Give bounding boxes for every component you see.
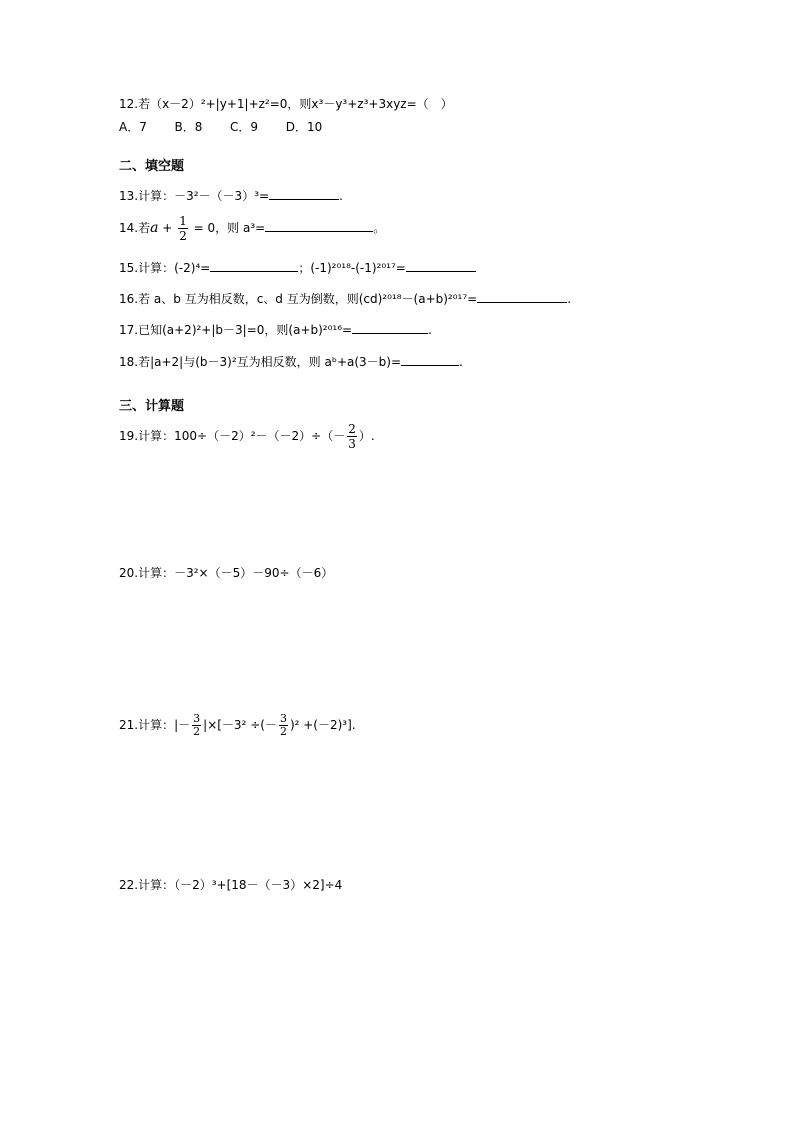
fraction-one-half: $\frac{1}{2}$ [179, 214, 187, 243]
question-14-eq: = 0，则 a³= [193, 221, 266, 235]
question-19-expr: 100÷（－2）²－（－2）÷（－ [174, 429, 346, 443]
fraction-two-thirds: $\frac{2}{3}$ [348, 422, 356, 451]
fraction-three-halves: $\frac{3}{2}$ [193, 712, 201, 738]
question-12-options [119, 121, 322, 133]
question-14-pre: 若 [138, 221, 151, 235]
answer-blank [269, 188, 339, 200]
question-22-expr: （－2）³+[18－（－3）×2]÷4 [174, 878, 343, 892]
question-15 [119, 260, 476, 274]
question-17 [119, 322, 432, 336]
question-18-number: 18. [119, 355, 139, 369]
section-calc-title: 三、计算题 [119, 399, 185, 414]
question-19-number: 19. [119, 429, 139, 443]
question-14-plus: + [162, 221, 173, 235]
answer-blank [352, 322, 428, 334]
question-18-end: . [459, 355, 463, 369]
question-22-label: 计算： [138, 878, 175, 892]
question-12 [119, 98, 453, 110]
question-15-number: 15. [119, 261, 139, 275]
question-21 [119, 713, 356, 738]
question-21-p3: )² +(－2)³]. [289, 718, 356, 732]
question-13-expr: －3²－（－3）³= [174, 189, 270, 203]
question-19 [119, 422, 375, 451]
question-19-end: ）. [358, 429, 375, 443]
question-21-label: 计算： [138, 718, 175, 732]
question-17-number: 17. [119, 323, 139, 337]
answer-blank [210, 260, 298, 272]
question-20-number: 20. [119, 566, 139, 580]
question-20 [119, 567, 333, 579]
option-a: A．7 [119, 120, 147, 134]
question-21-number: 21. [119, 718, 139, 732]
question-19-label: 计算： [138, 429, 175, 443]
question-13-number: 13. [119, 189, 139, 203]
question-22 [119, 879, 342, 891]
question-13-label: 计算： [138, 189, 175, 203]
question-15-label: 计算： [138, 261, 175, 275]
option-d: D．10 [285, 120, 323, 134]
answer-blank [477, 291, 567, 303]
answer-blank [406, 260, 476, 272]
question-16-number: 16. [119, 292, 139, 306]
question-20-label: 计算： [138, 566, 175, 580]
question-13-end: . [339, 189, 343, 203]
question-14-var: a [150, 220, 159, 236]
section-fill-in-title: 二、填空题 [119, 159, 185, 174]
question-13 [119, 188, 343, 202]
question-15-expr1: (-2)⁴= [174, 261, 211, 275]
question-15-expr2: (-1)²⁰¹⁸-(-1)²⁰¹⁷= [310, 261, 406, 275]
question-16 [119, 291, 571, 305]
question-15-sep: ； [298, 261, 311, 275]
fraction-three-halves: $\frac{3}{2}$ [279, 712, 287, 738]
question-17-end: . [428, 323, 432, 337]
answer-blank [401, 354, 459, 366]
question-16-text: 若 a、b 互为相反数，c、d 互为倒数，则(cd)²⁰¹⁸－(a+b)²⁰¹⁷= [138, 292, 478, 306]
question-16-end: . [567, 292, 572, 306]
question-17-text: 已知(a+2)²+|b－3|=0，则(a+b)²⁰¹⁶= [138, 323, 353, 337]
option-c: C．9 [230, 120, 259, 134]
question-14-end: 。 [373, 221, 386, 235]
question-14 [119, 214, 385, 243]
question-20-expr: －3²×（－5）－90÷（－6） [174, 566, 334, 580]
question-14-number: 14. [119, 221, 139, 235]
question-21-p1: |－ [174, 718, 191, 732]
option-b: B．8 [174, 120, 203, 134]
answer-blank [265, 220, 373, 232]
question-22-number: 22. [119, 878, 139, 892]
question-18-text: 若|a+2|与(b－3)²互为相反数，则 aᵇ+a(3－b)= [138, 355, 402, 369]
question-21-p2: |×[－3² ÷(－ [203, 718, 277, 732]
question-18 [119, 354, 463, 368]
question-12-text: 12.若（x－2）²+|y+1|+z²=0，则x³－y³+z³+3xyz=（ ） [119, 97, 453, 111]
